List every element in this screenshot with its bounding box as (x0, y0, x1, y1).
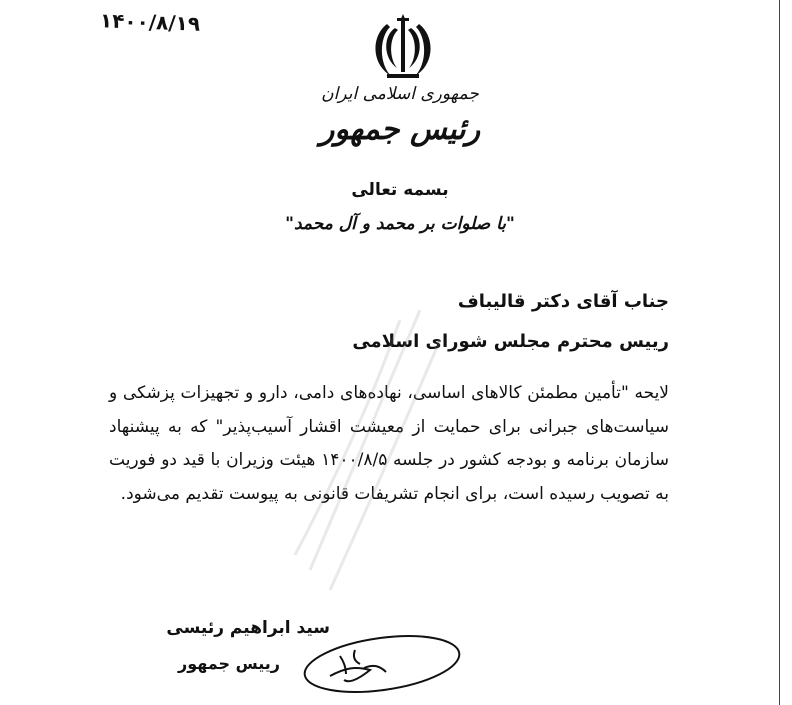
salawat-line: "با صلوات بر محمد و آل محمد" (285, 214, 515, 234)
office-title: رئیس جمهور (319, 112, 481, 147)
handwritten-signature (300, 628, 465, 698)
republic-name: جمهوری اسلامی ایران (321, 84, 479, 104)
iran-emblem-icon (373, 14, 433, 82)
stamp-watermark (270, 300, 450, 600)
signatory-title: رییس جمهور (178, 654, 280, 673)
bismillah: بسمه تعالی (351, 180, 449, 200)
addressee-name: جناب آقای دکتر قالیباف (457, 291, 669, 312)
signatory-name: سید ابراهیم رئیسی (166, 618, 330, 638)
letter-body: لایحه "تأمین مطمئن کالاهای اساسی، نهاده‌های دامی، دارو و تجهیزات پزشکی و سیاست‌های جبرانی برای حمایت از معیشت اقشار آسیب‌پذیر" که به پیشنهاد سازمان برنامه و بودجه کشور در جلسه ۱۴۰۰/۸/۵ هیئت وزیران با قید دو فوریت به تصویب رسیده است، برای انجام تشریفات قانونی به پیوست تقدیم می‌شود. (109, 383, 669, 504)
letter-date: ۱۴۰۰/۸/۱۹ (99, 8, 201, 36)
addressee-title: رییس محترم مجلس شورای اسلامی (352, 331, 669, 352)
